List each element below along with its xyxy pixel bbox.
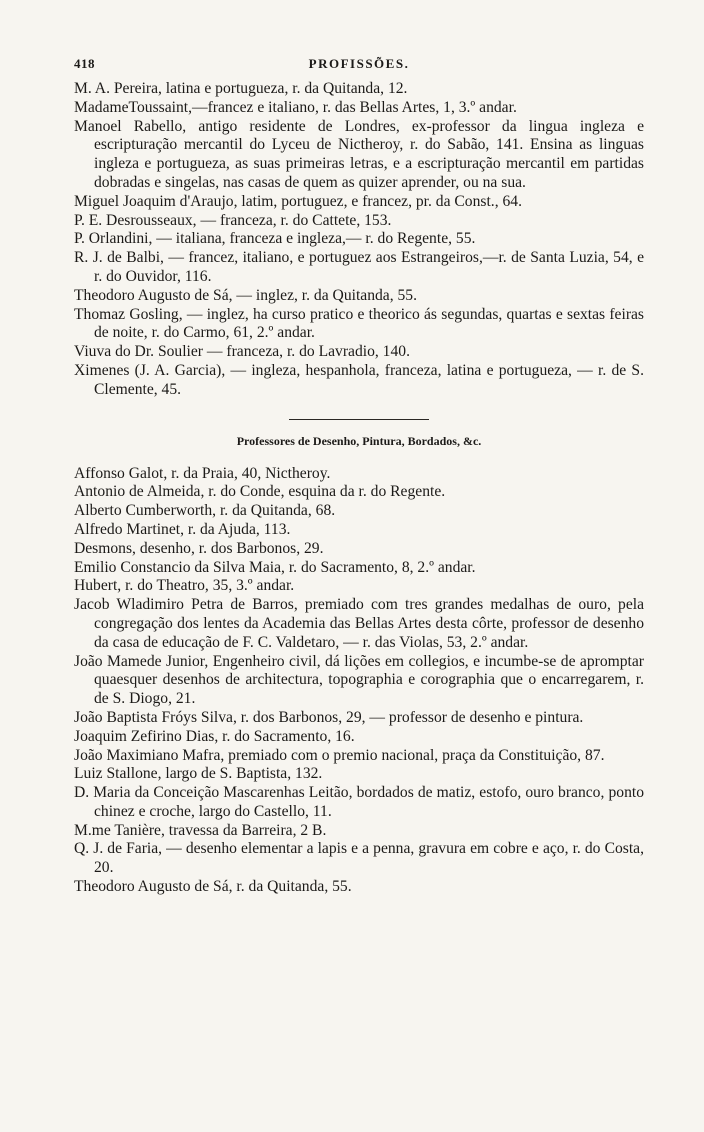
page-number: 418 xyxy=(74,56,95,71)
list-entry: Manoel Rabello, antigo residente de Londres, ex-professor da lingua ingleza e escripturação mercantil do Lyceu de Nictheroy, r. do Sabão, 141. Ensina as linguas ingleza e portugueza, as suas primeiras letras, e a escripturação mercantil em partidas dobradas e singelas, nas casas de quem as quizer aprender, ou na sua. xyxy=(74,117,644,191)
language-teachers-list xyxy=(74,80,644,400)
list-entry: MadameToussaint,—francez e italiano, r. das Bellas Artes, 1, 3.º andar. xyxy=(74,98,517,116)
list-entry: Thomaz Gosling, — inglez, ha curso pratico e theorico ás segundas, quartas e sextas feiras de noite, r. do Carmo, 61, 2.º andar. xyxy=(74,305,644,342)
page-content xyxy=(74,80,644,897)
list-entry: Alfredo Martinet, r. da Ajuda, 113. xyxy=(74,520,291,538)
list-entry: R. J. de Balbi, — francez, italiano, e portuguez aos Estrangeiros,—r. de Santa Luzia, 54, e r. do Ouvidor, 116. xyxy=(74,249,644,285)
list-entry: Q. J. de Faria, — desenho elementar a lapis e a penna, gravura em cobre e aço, r. do Costa, 20. xyxy=(74,840,644,877)
list-entry: Alberto Cumberworth, r. da Quitanda, 68. xyxy=(74,502,336,520)
list-entry: Ximenes (J. A. Garcia), — ingleza, hespanhola, franceza, latina e portugueza, — r. de S. Clemente, 45. xyxy=(74,361,644,398)
list-entry: Affonso Galot, r. da Praia, 40, Nictheroy. xyxy=(74,464,331,482)
list-entry: Theodoro Augusto de Sá, — inglez, r. da Quitanda, 55. xyxy=(74,286,418,304)
list-entry: Joaquim Zefirino Dias, r. do Sacramento, 16. xyxy=(74,727,355,745)
running-title: PROFISSÕES. xyxy=(308,56,410,71)
list-entry: Jacob Wladimiro Petra de Barros, premiado com tres grandes medalhas de ouro, pela congregação dos lentes da Academia das Bellas Artes desta côrte, professor de desenho da casa de educação de F. C. Valdetaro, — r. das Violas, 53, 2.º andar. xyxy=(74,596,644,651)
section-heading: Professores de Desenho, Pintura, Bordados, &c. xyxy=(236,433,482,448)
drawing-teachers-list xyxy=(74,465,644,897)
list-entry: Miguel Joaquim d'Araujo, latim, portuguez, e francez, pr. da Const., 64. xyxy=(74,192,522,210)
list-entry: Theodoro Augusto de Sá, r. da Quitanda, 55. xyxy=(74,878,352,896)
list-entry: João Maximiano Mafra, premiado com o premio nacional, praça da Constituição, 87. xyxy=(74,746,605,764)
list-entry: M. A. Pereira, latina e portugueza, r. da Quitanda, 12. xyxy=(74,80,408,97)
list-entry: João Baptista Fróys Silva, r. dos Barbonos, 29, — professor de desenho e pintura. xyxy=(74,708,584,726)
list-entry: Desmons, desenho, r. dos Barbonos, 29. xyxy=(74,539,324,557)
list-entry: Luiz Stallone, largo de S. Baptista, 132. xyxy=(74,765,323,783)
list-entry: Hubert, r. do Theatro, 35, 3.º andar. xyxy=(74,577,295,595)
page-header xyxy=(74,56,644,78)
list-entry: Viuva do Dr. Soulier — franceza, r. do Lavradio, 140. xyxy=(74,343,410,361)
list-entry: João Mamede Junior, Engenheiro civil, dá lições em collegios, e incumbe-se de apromptar quaesquer desenhos de architectura, topographia e corographia que o encarregarem, r. de S. Diogo, 21. xyxy=(74,652,644,708)
list-entry: P. E. Desrousseaux, — franceza, r. do Cattete, 153. xyxy=(74,211,392,229)
list-entry: Antonio de Almeida, r. do Conde, esquina da r. do Regente. xyxy=(74,483,446,501)
list-entry: M.me Tanière, travessa da Barreira, 2 B. xyxy=(74,821,327,839)
list-entry: Emilio Constancio da Silva Maia, r. do Sacramento, 8, 2.º andar. xyxy=(74,558,476,576)
section-divider xyxy=(289,419,429,420)
list-entry: P. Orlandini, — italiana, franceza e ingleza,— r. do Regente, 55. xyxy=(74,230,476,248)
list-entry: D. Maria da Conceição Mascarenhas Leitão, bordados de matiz, estofo, ouro branco, ponto chinez e croche, largo do Castello, 11. xyxy=(74,784,644,820)
